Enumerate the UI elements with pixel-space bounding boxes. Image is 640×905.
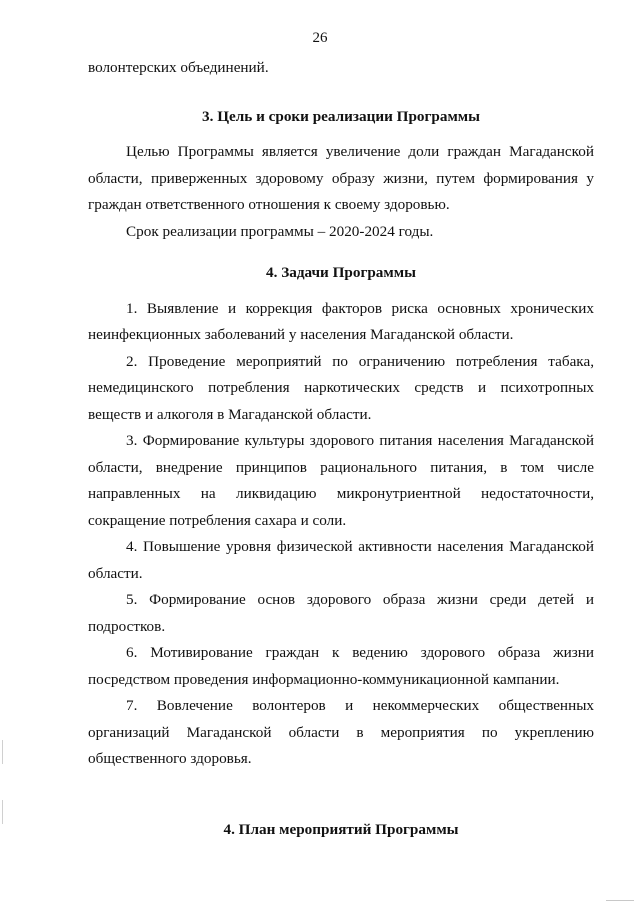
document-body: [88, 55, 594, 843]
task-item-1: 1. Выявление и коррекция факторов риска основных хронических неинфекционных заболеваний у населения Магаданской области.: [88, 299, 594, 343]
task-item-5: 5. Формирование основ здорового образа жизни среди детей и подростков.: [88, 591, 594, 635]
task-item-2: 2. Проведение мероприятий по ограничению потребления табака, немедицинского потребления наркотических средств и психотропных веществ и алкоголя в Магаданской области.: [88, 352, 594, 423]
scan-edge-mark: [2, 740, 3, 764]
task-item-7: 7. Вовлечение волонтеров и некоммерческих общественных организаций Магаданской области в мероприятия по укреплению общественного здоровья.: [88, 697, 594, 767]
scan-corner-mark: [606, 900, 634, 901]
section-5-title: 4. План мероприятий Программы: [223, 820, 459, 838]
section-3-title: 3. Цель и сроки реализации Программы: [202, 107, 480, 125]
program-goal-paragraph: Целью Программы является увеличение доли граждан Магаданской области, приверженных здоровому образу жизни, путем формирования у граждан ответственного отношения к своему здоровью.: [88, 143, 594, 213]
intro-line: волонтерских объединений.: [88, 59, 269, 76]
scan-edge-mark: [2, 800, 3, 824]
task-item-4: 4. Повышение уровня физической активности населения Магаданской области.: [88, 538, 594, 582]
program-term-paragraph: Срок реализации программы – 2020-2024 годы.: [126, 222, 434, 240]
task-item-6: 6. Мотивирование граждан к ведению здорового образа жизни посредством проведения информационно-коммуникационной кампании.: [88, 644, 594, 688]
section-4-title: 4. Задачи Программы: [266, 264, 416, 281]
page-number: 26: [312, 30, 328, 46]
task-item-3: 3. Формирование культуры здорового питания населения Магаданской области, внедрение принципов рационального питания, в том числе направленных на ликвидацию микронутриентной недостаточности, сокращение потребления сахара и соли.: [88, 432, 594, 529]
